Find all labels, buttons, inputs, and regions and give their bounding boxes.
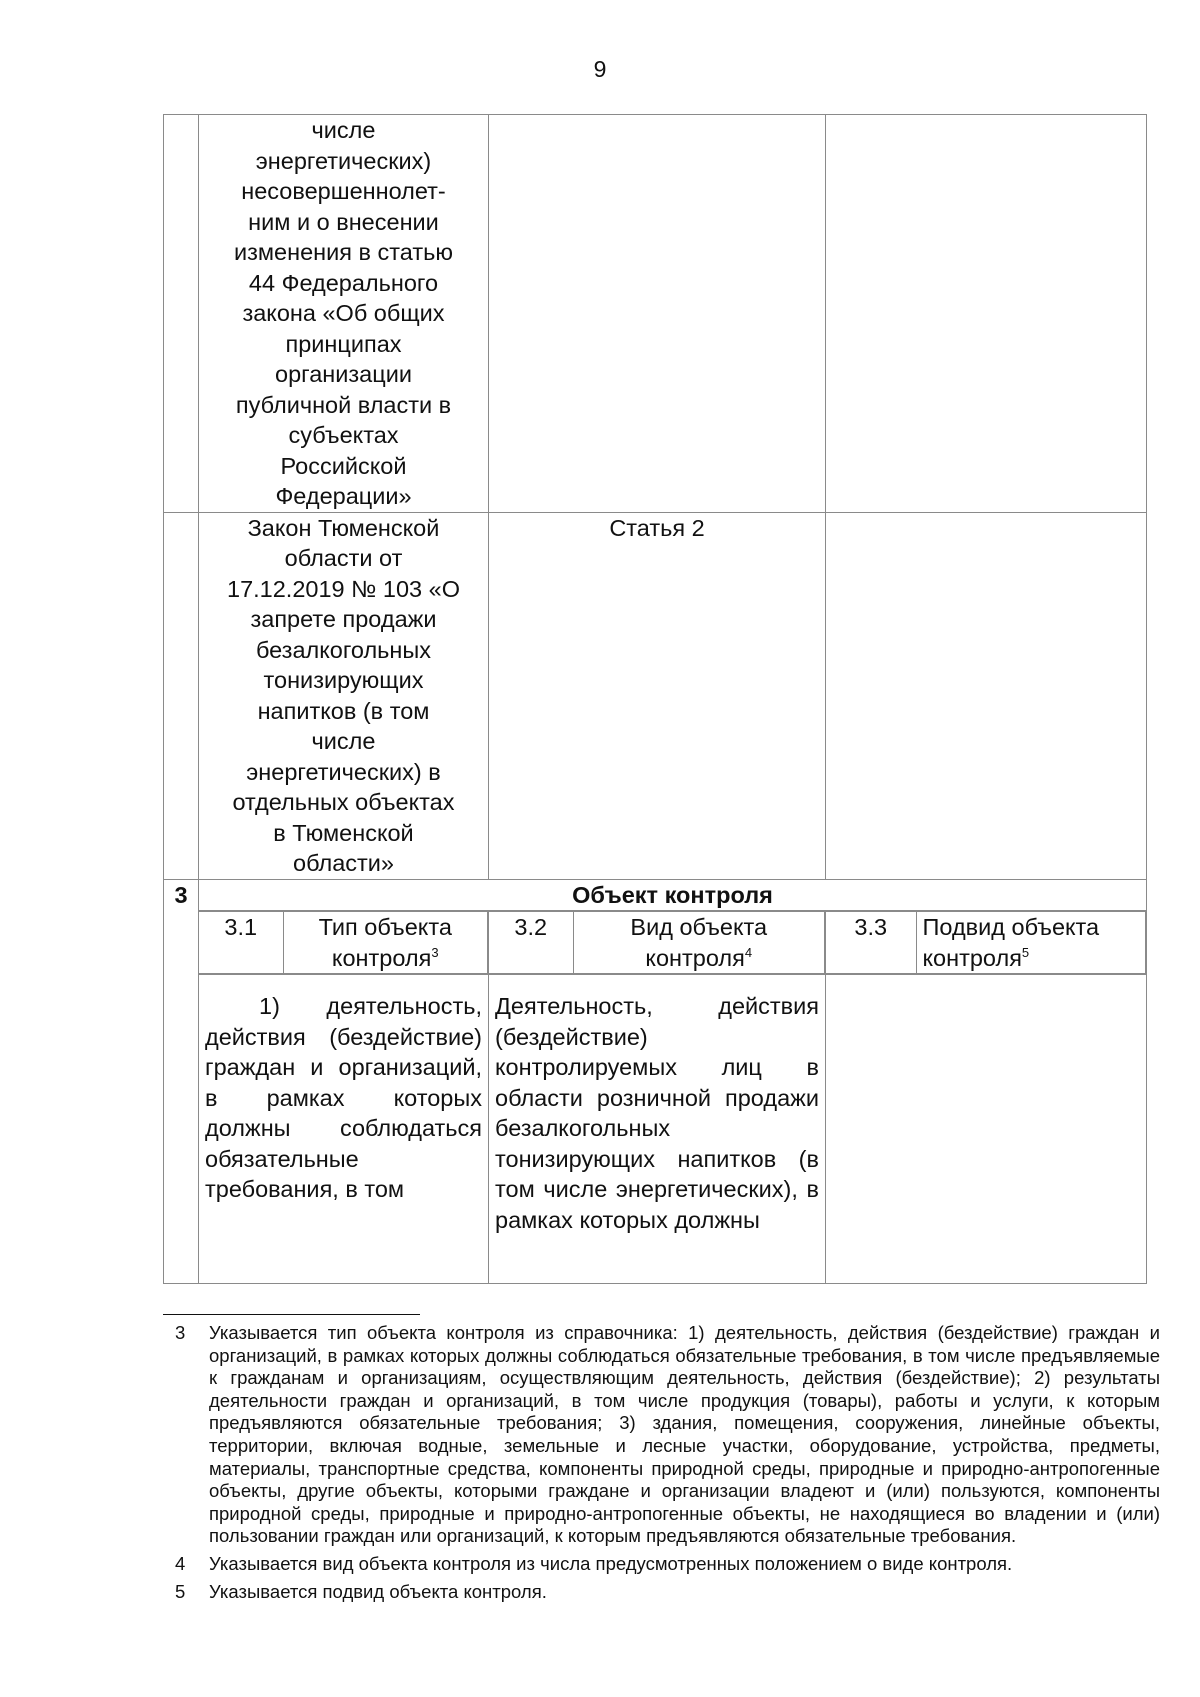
article-cell — [489, 115, 826, 513]
footnote-ref: 3 — [431, 944, 439, 960]
legal-act-line: тонизирующих — [263, 667, 424, 693]
subsection-kind-header — [489, 911, 825, 974]
page-number: 9 — [593, 56, 607, 82]
legal-act-line: области от — [284, 545, 403, 571]
footnotes — [175, 1322, 1160, 1608]
legal-act-line: организации — [275, 361, 412, 387]
row-number-cell — [164, 512, 199, 879]
legal-act-line: числе — [311, 728, 376, 754]
footnote — [175, 1581, 1160, 1604]
object-kind-text: Деятельность, действия (бездействие) контролируемых лиц в области розничной продажи безалкогольных тонизирующих напитков (в том числе энергетических), в рамках которых должны — [489, 975, 826, 1284]
legal-act-line: отдельных объектах — [232, 789, 455, 815]
footnote-ref: 5 — [1021, 944, 1030, 960]
subsection-label: Тип объекта контроля$^3$ — [283, 912, 488, 974]
subsection-kind-cell — [489, 911, 826, 975]
footnote-number: 3 — [175, 1322, 186, 1343]
section-title: Объект контроля — [199, 879, 1147, 911]
footnote — [175, 1553, 1160, 1576]
section-content-row — [164, 975, 1147, 1284]
subsection-type-cell — [199, 911, 489, 975]
footnote-number: 5 — [175, 1580, 186, 1602]
object-type-text: 1) деятельность, действия (бездействие) граждан и организаций, в рамках которых должны соблюдаться обязательные требования, в том — [199, 975, 489, 1284]
legal-act-line: субъектах — [288, 422, 399, 448]
legal-act-line: 44 Федерального — [248, 269, 439, 296]
footnote-text: Указывается вид объекта контроля из числа предусмотренных положением о виде контроля. — [209, 1552, 1013, 1574]
subsection-label: Подвид объекта контроля$^5$ — [916, 912, 1146, 974]
legal-act-line: изменения в статью — [234, 239, 453, 265]
legal-act-line: 17.12.2019 № 103 «О — [227, 575, 460, 602]
legal-act-line: напитков (в том — [257, 697, 430, 724]
table-row — [164, 512, 1147, 879]
legal-act-line: ним и о внесении — [248, 208, 439, 235]
subsection-number: 3.3 — [826, 912, 916, 974]
requirements-table — [163, 114, 1147, 1284]
subsection-number: 3.2 — [489, 912, 573, 974]
subsection-type-header — [199, 911, 488, 974]
legal-act-line: принципах — [285, 330, 402, 357]
row-number-cell — [164, 115, 199, 513]
footnote-number: 4 — [175, 1552, 186, 1574]
legal-act-line: Закон Тюменской — [247, 514, 440, 541]
footnote-text: Указывается подвид объекта контроля. — [209, 1580, 547, 1602]
subsection-subkind-header — [826, 911, 1146, 974]
legal-act-line: числе — [311, 117, 376, 143]
legal-act-line: запрете продажи — [250, 606, 437, 632]
footnote-divider — [163, 1314, 420, 1315]
subsection-number: 3.1 — [199, 912, 283, 974]
legal-act-line: публичной власти в — [235, 391, 452, 418]
legal-act-line: Федерации» — [275, 483, 412, 509]
legal-act-line: в Тюменской — [273, 819, 414, 846]
legal-act-line: закона «Об общих — [242, 300, 445, 326]
legal-act-line: области» — [293, 850, 394, 876]
legal-act-line: Российской — [280, 452, 407, 479]
legal-act-line: безалкогольных — [255, 636, 432, 663]
section-header-row — [164, 879, 1147, 911]
footnote-text: Указывается тип объекта контроля из справочника: 1) деятельность, действия (бездействие) граждан и организаций, в рамках которых должны соблюдаться обязательные требования, в том числе предъявляемые к гражданам и организациям, осуществляющим деятельность, действия (бездействие); 2) результаты деятельности граждан и организаций, в том числе продукция (товары), работы и услуги, к которым предъявляются обязательные требования; 3) здания, помещения, сооружения, линейные объекты, территории, включая водные, земельные и лесные участки, оборудование, устройства, предметы, материалы, транспортные средства, компоненты природной среды, природные и природно-антропогенные объекты, другие объекты, которыми граждане и организации владеют и (или) пользуются, компоненты природной среды, природные и природно-антропогенные объекты, не находящиеся во владении и (или) пользовании граждан или организаций, к которым предъявляются обязательные требования. — [209, 1322, 1160, 1547]
footnote-ref: 4 — [744, 944, 753, 960]
legal-act-cell — [199, 512, 489, 879]
note-cell — [826, 115, 1147, 513]
note-cell — [826, 512, 1147, 879]
subsection-label: Вид объекта контроля$^4$ — [573, 912, 825, 974]
legal-act-cell — [199, 115, 489, 513]
legal-act-line: энергетических) в — [246, 758, 441, 785]
article-cell: Статья 2 — [489, 512, 826, 879]
legal-act-line: несовершеннолет- — [241, 178, 446, 204]
table-row — [164, 115, 1147, 513]
footnote — [175, 1322, 1160, 1548]
section-number: 3 — [164, 879, 199, 1284]
legal-act-line: энергетических) — [255, 147, 432, 174]
subsection-header-row — [164, 911, 1147, 975]
object-subkind-text — [826, 975, 1147, 1284]
subsection-subkind-cell — [826, 911, 1147, 975]
